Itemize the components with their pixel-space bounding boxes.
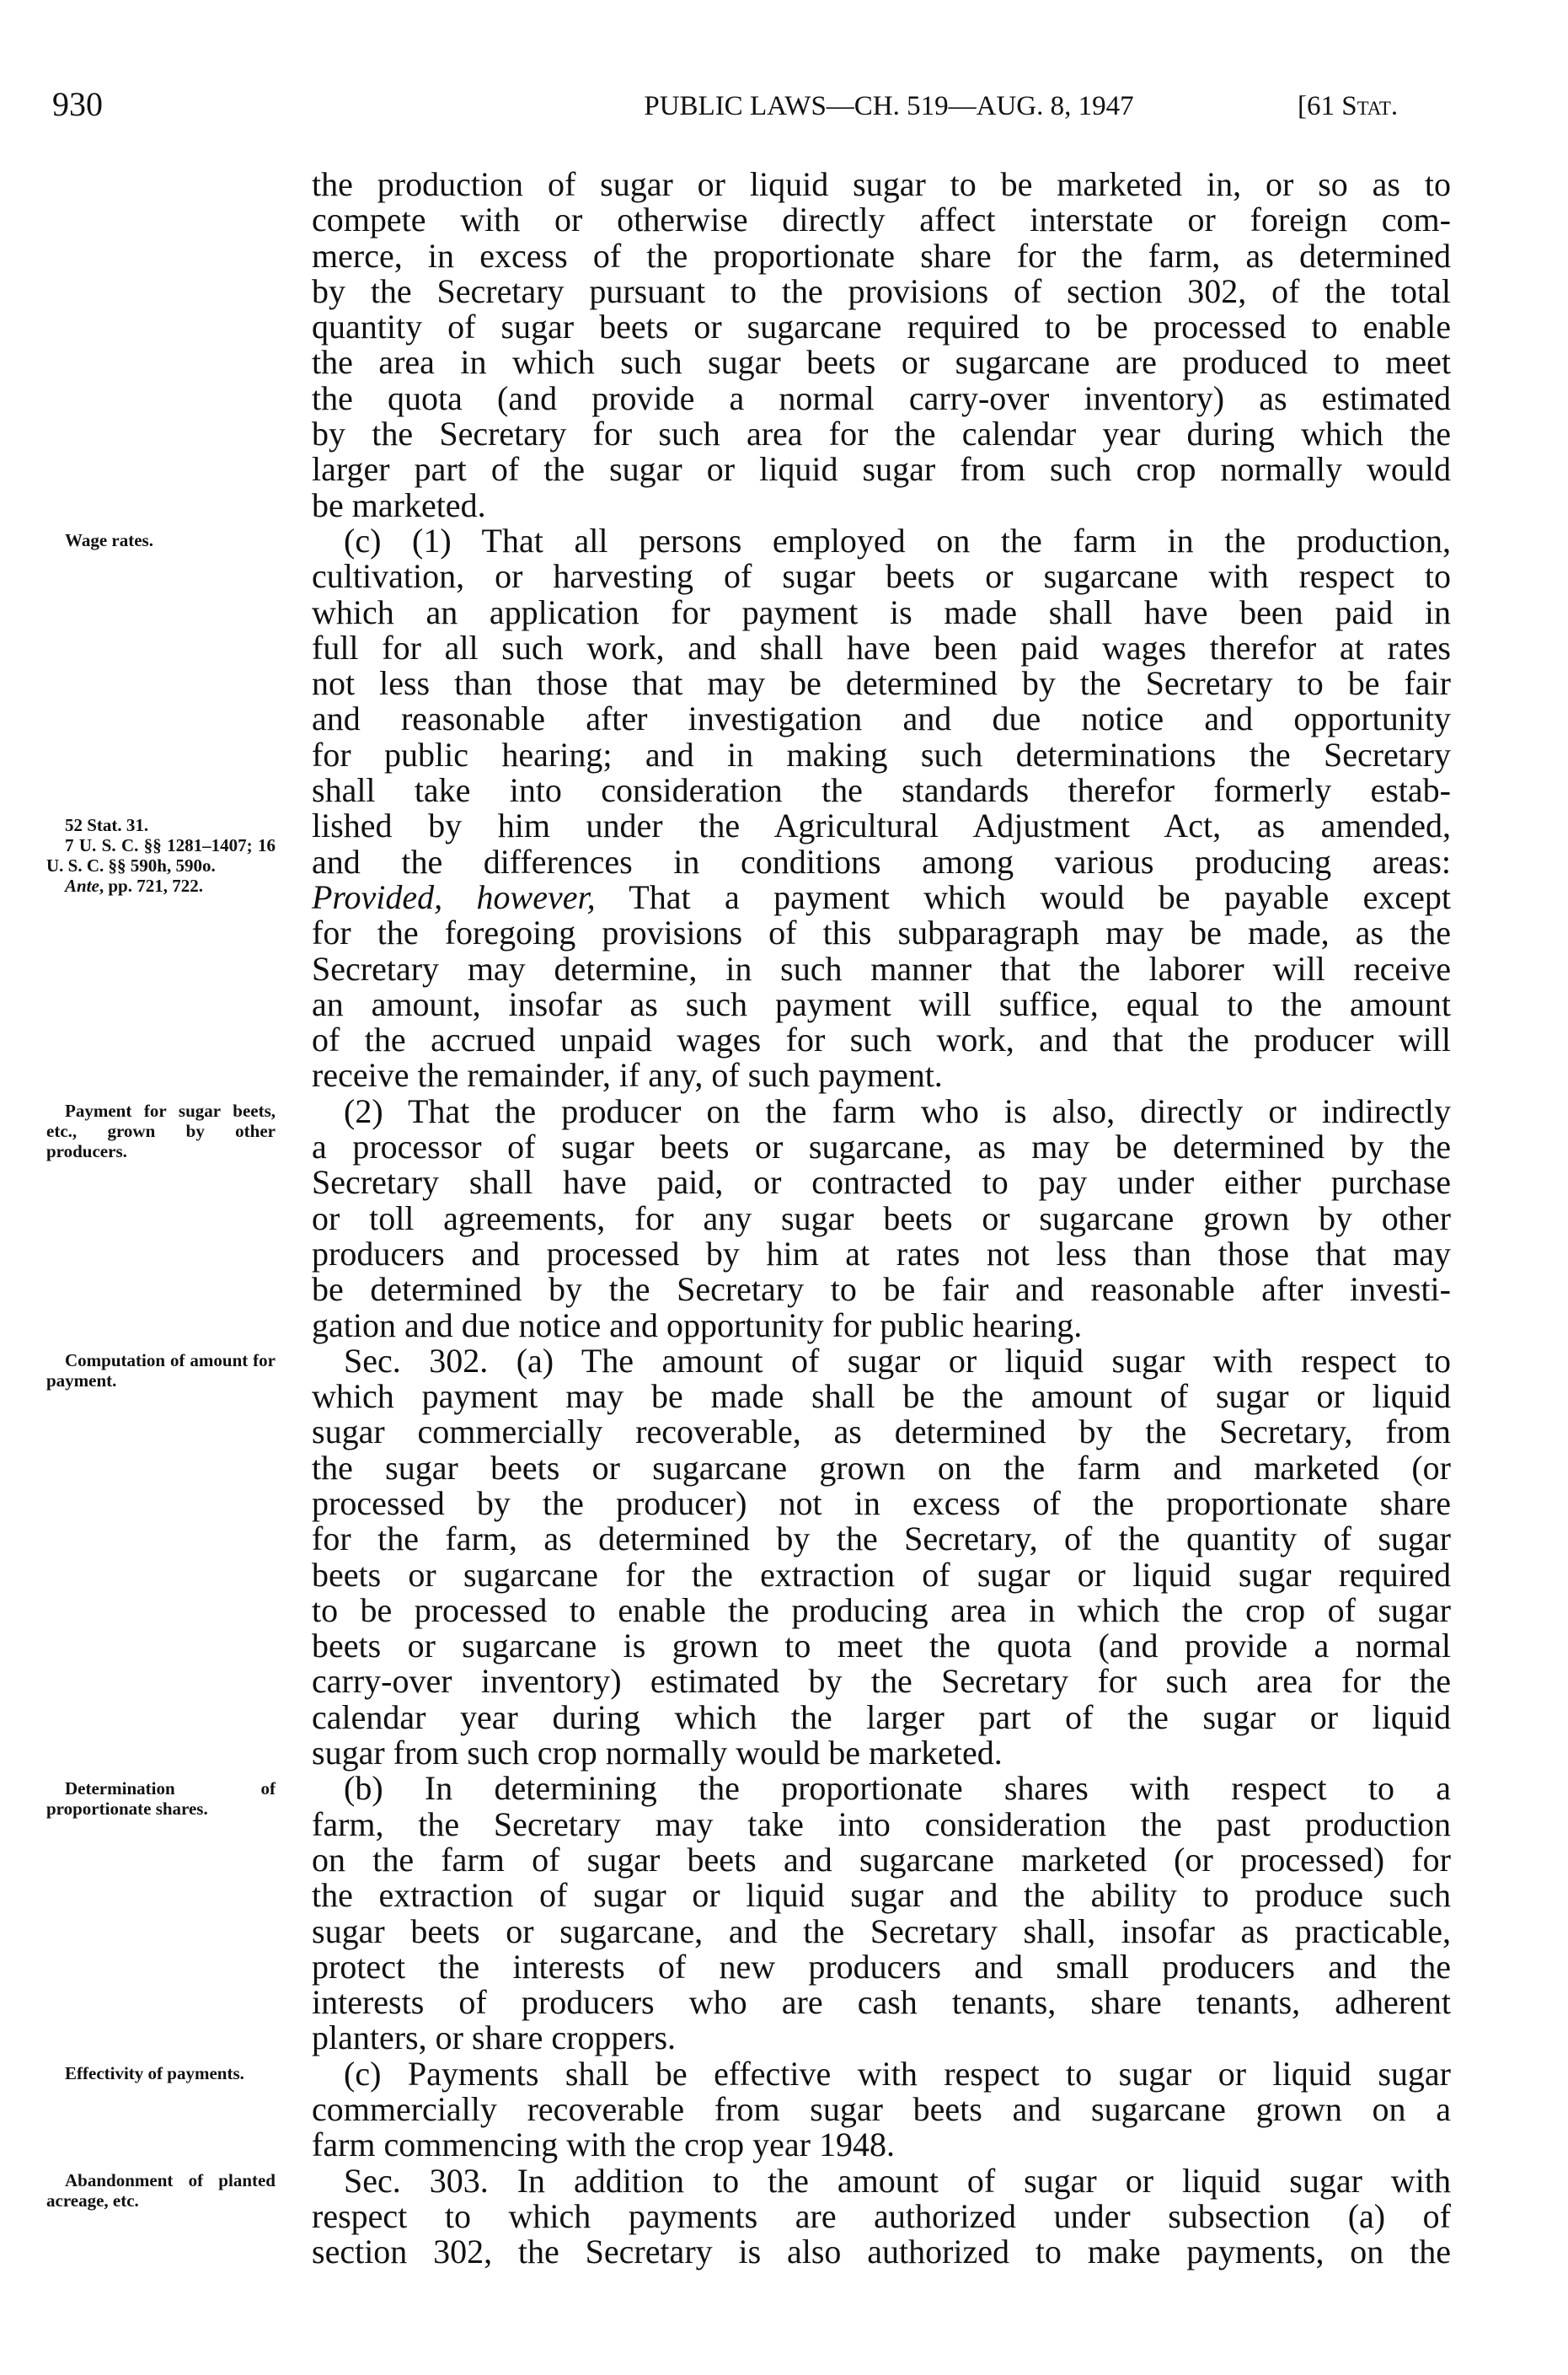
text-line: for the foregoing provisions of this subparagraph may be made, as the <box>312 914 1451 952</box>
text-line: Sec. 303. In addition to the amount of sugar or liquid sugar with <box>344 2161 1451 2200</box>
citation-ante: Ante <box>65 876 99 897</box>
running-title: PUBLIC LAWS—CH. 519—AUG. 8, 1947 <box>644 91 1134 121</box>
text-line: merce, in excess of the proportionate share for the farm, as determined <box>312 236 1451 275</box>
citation-pages: , pp. 721, 722. <box>99 876 203 897</box>
paragraph <box>312 2163 1451 2270</box>
text-line: section 302, the Secretary is also authorized to make payments, on the <box>312 2233 1451 2271</box>
text-line: Sec. 302. (a) The amount of sugar or liquid sugar with respect to <box>344 1341 1451 1380</box>
text-line: and reasonable after investigation and due notice and opportunity <box>312 700 1451 738</box>
text-line: the extraction of sugar or liquid sugar and the ability to produce such <box>312 1876 1451 1915</box>
text-line: lished by him under the Agricultural Adjustment Act, as amended, <box>312 807 1451 845</box>
text-line: receive the remainder, if any, of such payment. <box>312 1056 943 1095</box>
text-line: Secretary shall have paid, or contracted to pay under either purchase <box>312 1163 1451 1202</box>
text-line: full for all such work, and shall have been paid wages therefor at rates <box>312 628 1451 667</box>
text-line: (b) In determining the proportionate shares with respect to a <box>344 1769 1451 1808</box>
text-line: the sugar beets or sugarcane grown on the farm and marketed (or <box>312 1448 1451 1487</box>
text-line: an amount, insofar as such payment will suffice, equal to the amount <box>312 984 1451 1023</box>
text-fragment: That a payment which would be payable except <box>595 877 1452 916</box>
text-line: for the farm, as determined by the Secretary, of the quantity of sugar <box>312 1520 1451 1558</box>
text-line: of the accrued unpaid wages for such work, and that the producer will <box>312 1021 1451 1059</box>
margin-note: Effectivity of payments. <box>65 2062 244 2083</box>
text-line: not less than those that may be determined by the Secretary to be fair <box>312 664 1451 703</box>
text-line: farm commencing with the crop year 1948. <box>312 2126 895 2164</box>
margin-note: Determination of proportionate shares. <box>46 1777 276 1819</box>
text-line: (c) (1) That all persons employed on the farm in the production, <box>344 521 1451 560</box>
volume-reference <box>1298 91 1398 122</box>
text-line: sugar commercially recoverable, as determined by the Secretary, from <box>312 1413 1451 1451</box>
text-line: a processor of sugar beets or sugarcane, as may be determined by the <box>312 1128 1451 1166</box>
text-line: respect to which payments are authorized under subsection (a) of <box>312 2196 1451 2235</box>
text-line: which payment may be made shall be the amount of sugar or liquid <box>312 1377 1451 1416</box>
paragraph <box>312 523 1451 1094</box>
text-line: the area in which such sugar beets or sugarcane are produced to meet <box>312 343 1451 382</box>
text-line: calendar year during which the larger part of the sugar or liquid <box>312 1697 1451 1736</box>
text-line: producers and processed by him at rates not less than those that may <box>312 1234 1451 1273</box>
text-line: to be processed to enable the producing area in which the crop of sugar <box>312 1590 1451 1629</box>
citation-line: 52 Stat. 31. <box>65 815 149 836</box>
text-line: interests of producers who are cash tenants, share tenants, adherent <box>312 1983 1451 2022</box>
page-number: 930 <box>52 85 103 123</box>
paragraph <box>312 1343 1451 1772</box>
statute-body <box>312 167 1451 2270</box>
italic-proviso: Provided, however, <box>312 877 596 916</box>
citation-line: 7 U. S. C. §§ 1281–1407; 16 U. S. C. §§ 590h, 590o. <box>46 835 276 877</box>
text-line: farm, the Secretary may take into consideration the past production <box>312 1804 1451 1843</box>
volume-label: [61 Stat. <box>1298 91 1399 121</box>
margin-note: Payment for sugar beets, etc., grown by other producers. <box>46 1100 276 1161</box>
text-line: be marketed. <box>312 485 486 524</box>
text-line: planters, or share croppers. <box>312 2018 677 2057</box>
margin-note <box>46 815 276 896</box>
text-line: cultivation, or harvesting of sugar beets or sugarcane with respect to <box>312 557 1451 596</box>
citation-line <box>46 876 276 896</box>
text-line: processed by the producer) not in excess of the proportionate share <box>312 1483 1451 1522</box>
margin-note: Wage rates. <box>65 530 153 550</box>
text-line: the quota (and provide a normal carry-over inventory) as estimated <box>312 378 1451 417</box>
text-line: for public hearing; and in making such determinations the Secretary <box>312 735 1451 774</box>
text-line: gation and due notice and opportunity for public hearing. <box>312 1305 1083 1344</box>
text-line: be determined by the Secretary to be fair and reasonable after investi- <box>312 1270 1451 1309</box>
paragraph <box>312 1091 1451 1344</box>
text-line: which an application for payment is made shall have been paid in <box>312 592 1451 631</box>
text-line: (2) That the producer on the farm who is also, directly or indirectly <box>344 1091 1451 1130</box>
text-line: or toll agreements, for any sugar beets or sugarcane grown by other <box>312 1198 1451 1237</box>
text-line: beets or sugarcane for the extraction of sugar or liquid sugar required <box>312 1555 1451 1594</box>
text-line: by the Secretary pursuant to the provisions of section 302, of the total <box>312 271 1451 310</box>
text-line: commercially recoverable from sugar beets and sugarcane grown on a <box>312 2090 1451 2129</box>
text-line: beets or sugarcane is grown to meet the quota (and provide a normal <box>312 1627 1451 1665</box>
text-line: on the farm of sugar beets and sugarcane marketed (or processed) for <box>312 1840 1451 1879</box>
text-line: sugar beets or sugarcane, and the Secretary shall, insofar as practicable, <box>312 1911 1451 1950</box>
margin-note: Computation of amount for payment. <box>46 1349 276 1391</box>
paragraph <box>312 1771 1451 2056</box>
text-line <box>312 877 1452 916</box>
text-line: compete with or otherwise directly affect interstate or foreign com- <box>312 201 1451 239</box>
text-line: the production of sugar or liquid sugar to be marketed in, or so as to <box>312 165 1451 203</box>
margin-note: Abandonment of planted acreage, etc. <box>46 2169 276 2211</box>
text-line: quantity of sugar beets or sugarcane required to be processed to enable <box>312 308 1451 346</box>
text-line: Secretary may determine, in such manner that the laborer will receive <box>312 949 1451 988</box>
text-line: and the differences in conditions among various producing areas: <box>312 842 1451 881</box>
text-line: sugar from such crop normally would be marketed. <box>312 1734 1003 1772</box>
text-line: shall take into consideration the standards therefor formerly estab- <box>312 771 1451 810</box>
paragraph <box>312 167 1451 523</box>
text-line: (c) Payments shall be effective with respect to sugar or liquid sugar <box>344 2054 1451 2093</box>
text-line: carry-over inventory) estimated by the Secretary for such area for the <box>312 1662 1451 1701</box>
text-line: by the Secretary for such area for the calendar year during which the <box>312 415 1451 453</box>
paragraph <box>312 2056 1451 2163</box>
text-line: protect the interests of new producers and small producers and the <box>312 1947 1451 1986</box>
text-line: larger part of the sugar or liquid sugar from such crop normally would <box>312 450 1451 489</box>
